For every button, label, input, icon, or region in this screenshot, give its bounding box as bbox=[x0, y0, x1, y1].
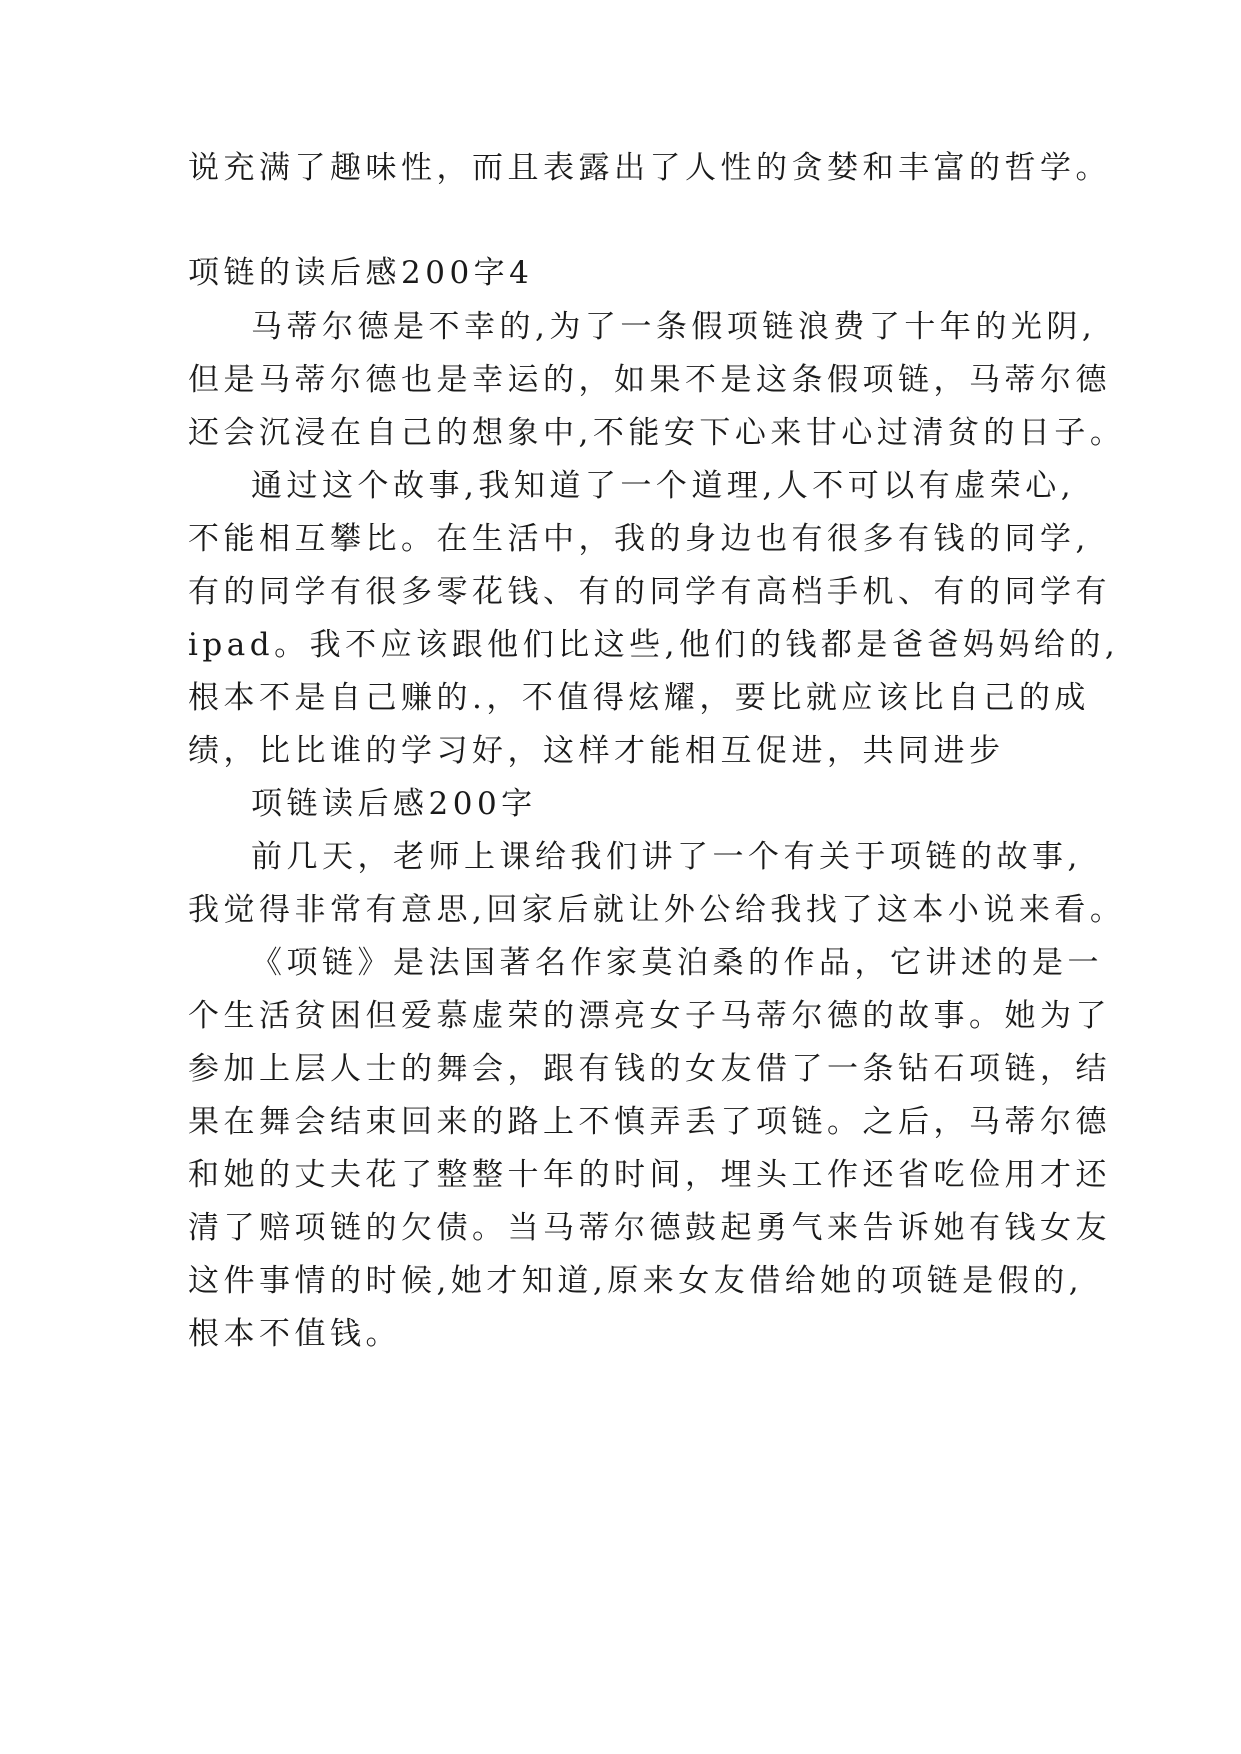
paragraph-line: 清了赔项链的欠债。当马蒂尔德鼓起勇气来告诉她有钱女友 bbox=[188, 1210, 1111, 1246]
paragraph-line: 和她的丈夫花了整整十年的时间，埋头工作还省吃俭用才还 bbox=[188, 1157, 1111, 1193]
paragraph-line: 《项链》是法国著名作家莫泊桑的作品，它讲述的是一 bbox=[251, 945, 1103, 981]
paragraph-line: 有的同学有很多零花钱、有的同学有高档手机、有的同学有 bbox=[188, 574, 1111, 610]
paragraph-line: 前几天，老师上课给我们讲了一个有关于项链的故事, bbox=[251, 839, 1082, 875]
paragraph-line: 不能相互攀比。在生活中，我的身边也有很多有钱的同学, bbox=[188, 521, 1090, 557]
paragraph-line: 参加上层人士的舞会，跟有钱的女友借了一条钻石项链，结 bbox=[188, 1051, 1111, 1087]
paragraph-line: 说充满了趣味性，而且表露出了人性的贪婪和丰富的哲学。 bbox=[188, 150, 1111, 186]
paragraph-line: 还会沉浸在自己的想象中,不能安下心来甘心过清贫的日子。 bbox=[188, 415, 1126, 451]
paragraph-line: 我觉得非常有意思,回家后就让外公给我找了这本小说来看。 bbox=[188, 892, 1126, 928]
paragraph-line: 根本不是自己赚的.，不值得炫耀，要比就应该比自己的成 bbox=[188, 680, 1090, 716]
paragraph-line: ipad。我不应该跟他们比这些,他们的钱都是爸爸妈妈给的, bbox=[188, 627, 1120, 663]
paragraph-line: 个生活贫困但爱慕虚荣的漂亮女子马蒂尔德的故事。她为了 bbox=[188, 998, 1111, 1034]
paragraph-line: 根本不值钱。 bbox=[188, 1316, 401, 1352]
section-heading: 项链读后感200字 bbox=[251, 786, 537, 822]
paragraph-line: 绩，比比谁的学习好，这样才能相互促进，共同进步 bbox=[188, 733, 1005, 769]
paragraph-line: 这件事情的时候,她才知道,原来女友借给她的项链是假的, bbox=[188, 1263, 1084, 1299]
paragraph-line: 通过这个故事,我知道了一个道理,人不可以有虚荣心, bbox=[251, 468, 1076, 504]
paragraph-line: 但是马蒂尔德也是幸运的，如果不是这条假项链，马蒂尔德 bbox=[188, 362, 1111, 398]
section-heading: 项链的读后感200字4 bbox=[188, 255, 534, 291]
paragraph-line: 果在舞会结束回来的路上不慎弄丢了项链。之后，马蒂尔德 bbox=[188, 1104, 1111, 1140]
paragraph-line: 马蒂尔德是不幸的,为了一条假项链浪费了十年的光阴, bbox=[251, 309, 1097, 345]
